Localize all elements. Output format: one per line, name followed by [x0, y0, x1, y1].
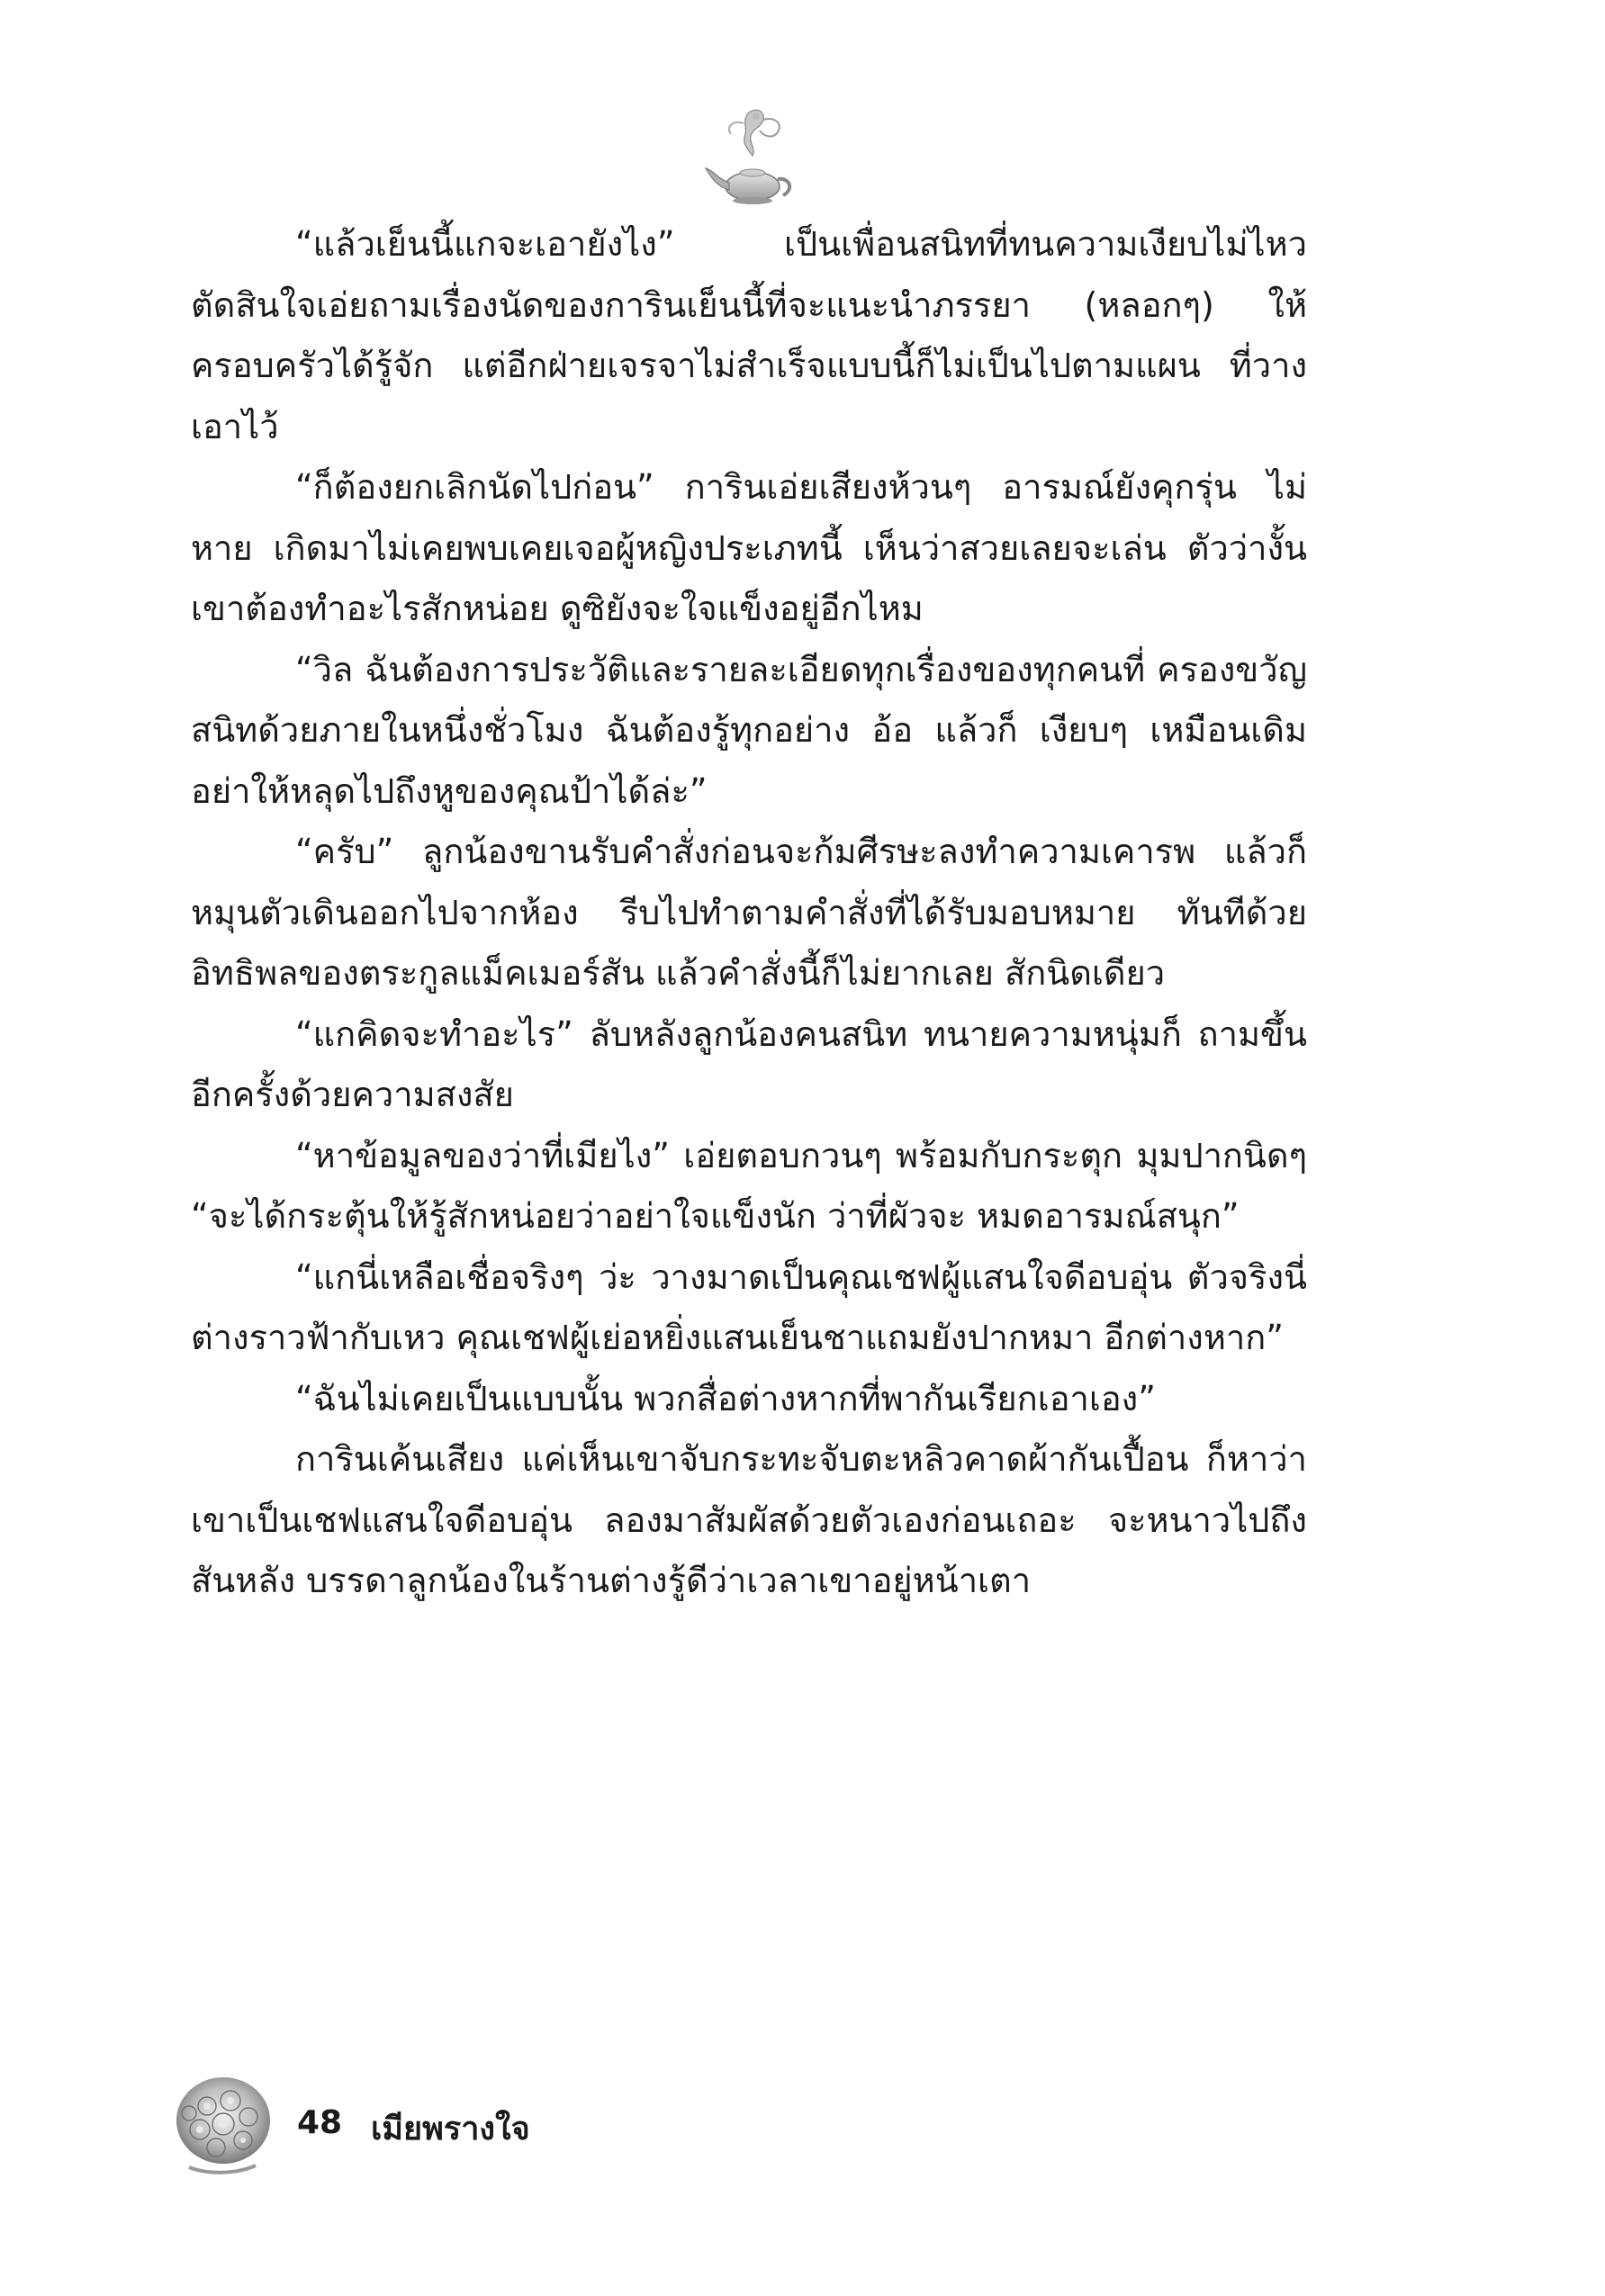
book-title: เมียพรางใจ [371, 2111, 530, 2147]
paragraph: “ครับ” ลูกน้องขานรับคำสั่งก่อนจะก้มศีรษะลงทำความเคารพ แล้วก็หมุนตัวเดินออกไปจากห้อง รีบไปทำตามคำสั่งที่ได้รับมอบหมาย ทันทีด้วยอิทธิพลของตระกูลแม็คเมอร์สัน แล้วคำสั่งนี้ก็ไม่ยากเลย สักนิดเดียว [191, 832, 1307, 993]
body-text [191, 214, 1307, 1612]
paragraph: “แกคิดจะทำอะไร” ลับหลังลูกน้องคนสนิท ทนายความหนุ่มก็ ถามขึ้นอีกครั้งด้วยความสงสัย [191, 1013, 1307, 1114]
page-number: 48 [297, 2104, 343, 2141]
paragraph: “แกนี่เหลือเชื่อจริงๆ ว่ะ วางมาดเป็นคุณเชฟผู้แสนใจดีอบอุ่น ตัวจริงนี่ต่างราวฟ้ากับเหว คุณเชฟผู้เย่อหยิ่งแสนเย็นชาแถมยังปากหมา อีกต่างหาก” [191, 1256, 1307, 1357]
teapot-fairy-ornament-icon [693, 104, 810, 221]
paragraph: “ก็ต้องยกเลิกนัดไปก่อน” การินเอ่ยเสียงห้วนๆ อารมณ์ยังคุกรุ่น ไม่หาย เกิดมาไม่เคยพบเคยเจอผู้หญิงประเภทนี้ เห็นว่าสวยเลยจะเล่น ตัวว่างั้น เขาต้องทำอะไรสักหน่อย ดูซิยังจะใจแข็งอยู่อีกไหม [191, 467, 1307, 628]
paragraph: “หาข้อมูลของว่าที่เมียไง” เอ่ยตอบกวนๆ พร้อมกับกระตุก มุมปากนิดๆ “จะได้กระตุ้นให้รู้สักหน่อยว่าอย่าใจแข็งนัก ว่าที่ผัวจะ หมดอารมณ์สนุก” [191, 1135, 1307, 1236]
paragraph: “วิล ฉันต้องการประวัติและรายละเอียดทุกเรื่องของทุกคนที่ ครองขวัญสนิทด้วยภายในหนึ่งชั่วโมง ฉันต้องรู้ทุกอย่าง อ้อ แล้วก็ เงียบๆ เหมือนเดิม อย่าให้หลุดไปถึงหูของคุณป้าได้ล่ะ” [191, 649, 1307, 811]
paragraph: “แล้วเย็นนี้แกจะเอายังไง” เป็นเพื่อนสนิทที่ทนความเงียบไม่ไหว ตัดสินใจเอ่ยถามเรื่องนัดของการินเย็นนี้ที่จะแนะนำภรรยา (หลอกๆ) ให้ครอบครัวได้รู้จัก แต่อีกฝ่ายเจรจาไม่สำเร็จแบบนี้ก็ไม่เป็นไปตามแผน ที่วางเอาไว้ [191, 224, 1307, 446]
paragraph: “ฉันไม่เคยเป็นแบบนั้น พวกสื่อต่างหากที่พากันเรียกเอาเอง” [295, 1378, 1156, 1418]
page-footer [162, 2061, 792, 2196]
paragraph: การินเค้นเสียง แค่เห็นเขาจับกระทะจับตะหลิวคาดผ้ากันเปื้อน ก็หาว่าเขาเป็นเชฟแสนใจดีอบอุ่น ลองมาสัมผัสด้วยตัวเองก่อนเถอะ จะหนาวไปถึงสันหลัง บรรดาลูกน้องในร้านต่างรู้ดีว่าเวลาเขาอยู่หน้าเตา [191, 1439, 1307, 1600]
flower-ornament-icon [162, 2061, 288, 2187]
